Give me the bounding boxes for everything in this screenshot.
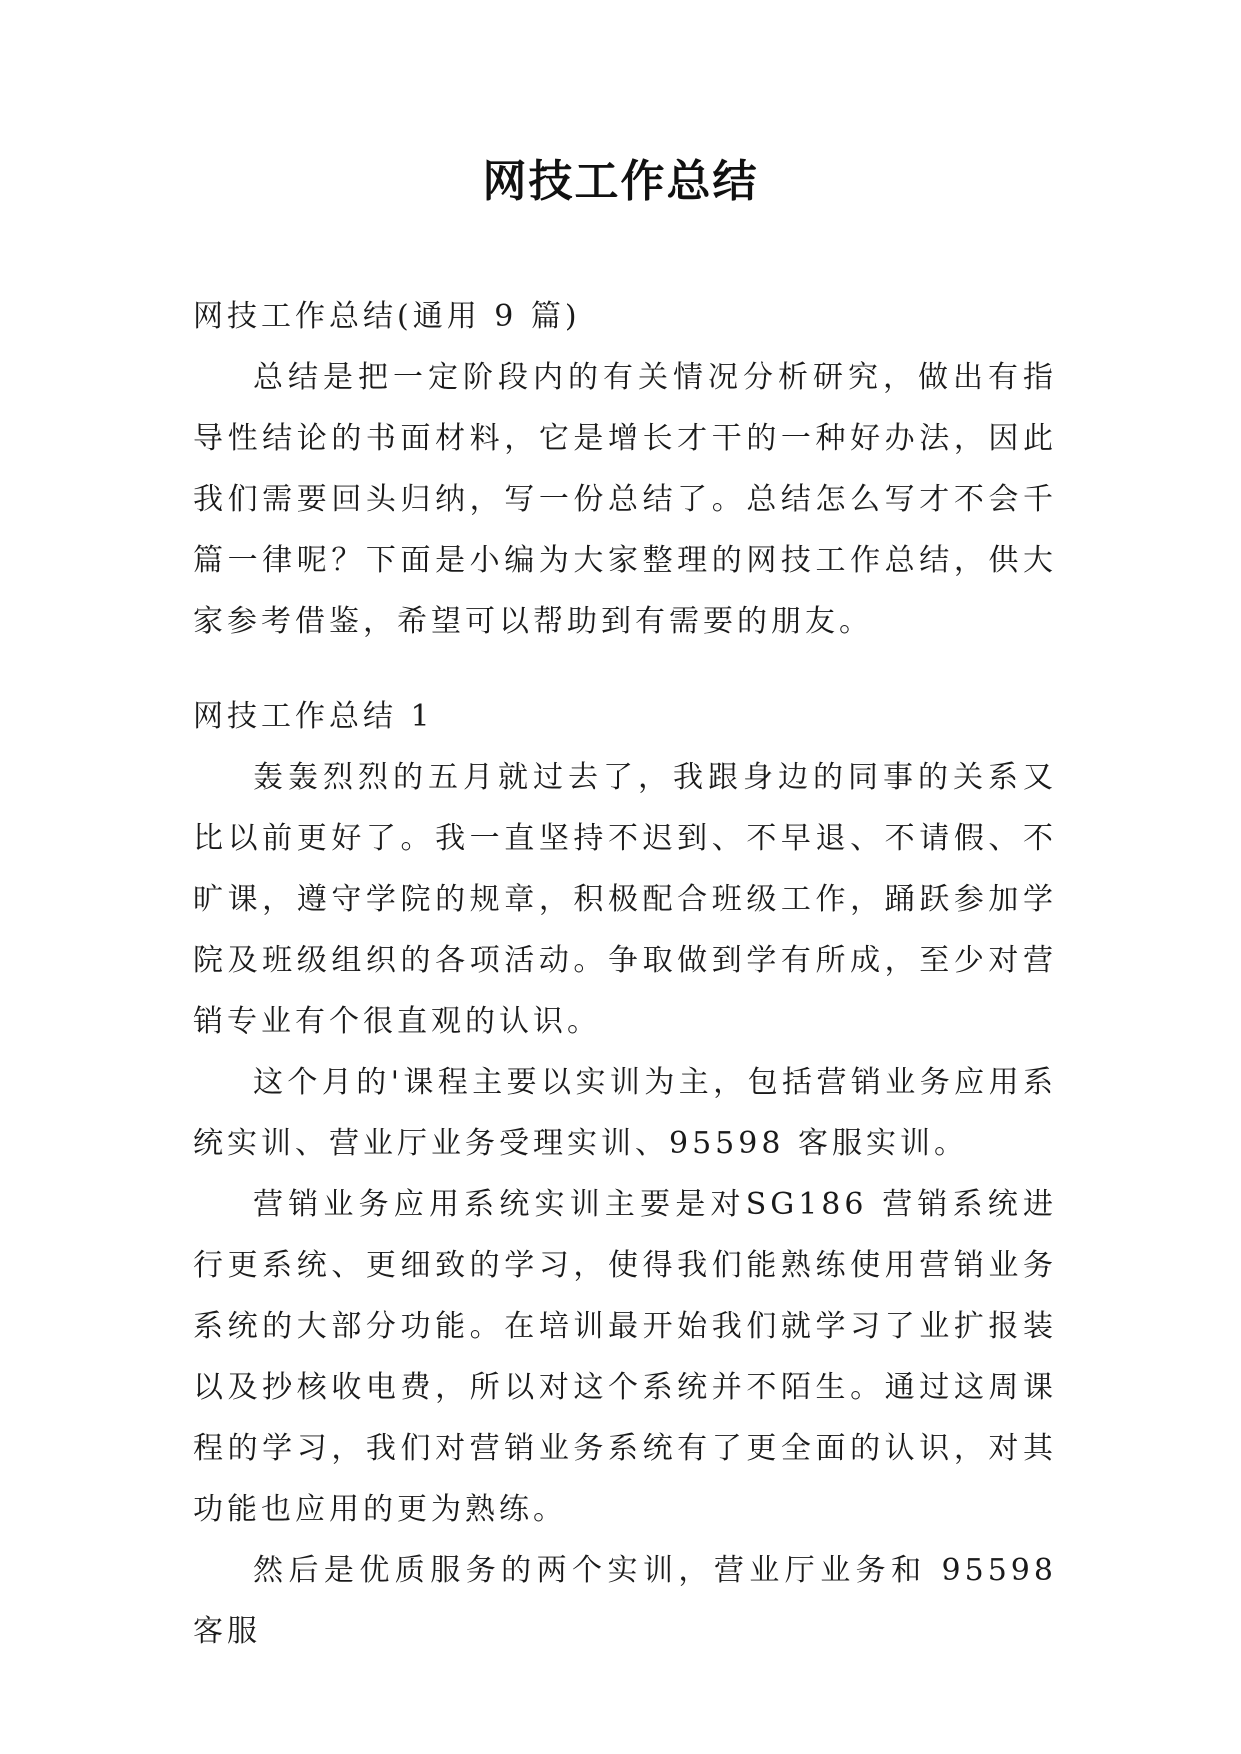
body-paragraph: 营销业务应用系统实训主要是对SG186 营销系统进行更系统、更细致的学习，使得我们能熟练使用营销业务系统的大部分功能。在培训最开始我们就学习了业扩报装以及抄核收电费，所以对这个系统并不陌生。通过这周课程的学习，我们对营销业务系统有了更全面的认识，对其功能也应用的更为熟练。 — [193, 1187, 1057, 1527]
intro-paragraph: 总结是把一定阶段内的有关情况分析研究，做出有指导性结论的书面材料，它是增长才干的一种好办法，因此我们需要回头归纳，写一份总结了。总结怎么写才不会千篇一律呢？下面是小编为大家整理的网技工作总结，供大家参考借鉴，希望可以帮助到有需要的朋友。 — [193, 360, 1057, 639]
document-subtitle: 网技工作总结(通用 9 篇) — [193, 299, 581, 334]
document-title: 网技工作总结 — [482, 156, 759, 207]
body-paragraph: 这个月的'课程主要以实训为主，包括营销业务应用系统实训、营业厅业务受理实训、95598 客服实训。 — [193, 1065, 1057, 1161]
section-heading-block — [193, 686, 1057, 747]
subtitle-block — [193, 286, 1057, 347]
intro-block — [193, 347, 1057, 652]
body-paragraph: 然后是优质服务的两个实训，营业厅业务和 95598 客服 — [193, 1553, 1057, 1649]
body-paragraph: 轰轰烈烈的五月就过去了，我跟身边的同事的关系又比以前更好了。我一直坚持不迟到、不早退、不请假、不旷课，遵守学院的规章，积极配合班级工作，踊跃参加学院及班级组织的各项活动。争取做到学有所成，至少对营销专业有个很直观的认识。 — [193, 760, 1057, 1039]
section-body — [193, 747, 1057, 1662]
section-heading: 网技工作总结 1 — [193, 699, 434, 734]
